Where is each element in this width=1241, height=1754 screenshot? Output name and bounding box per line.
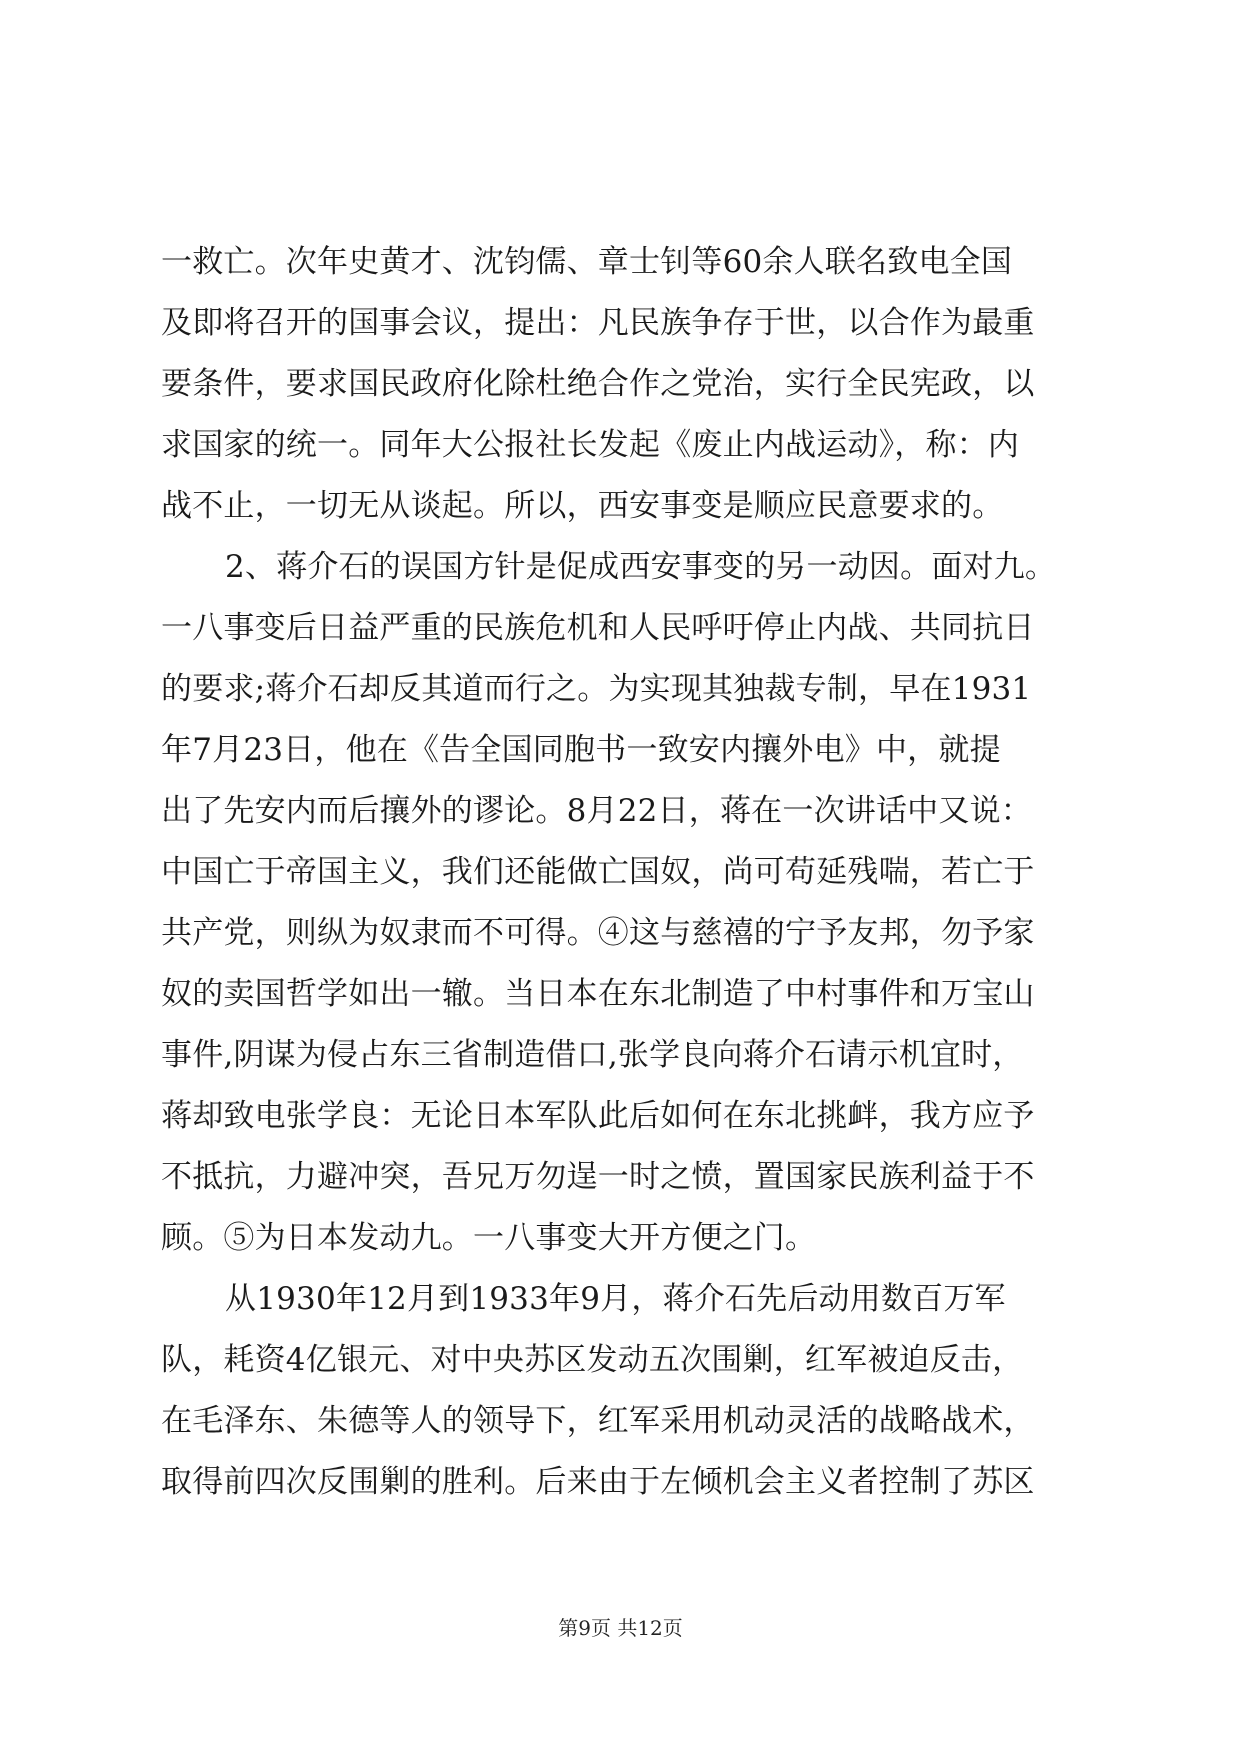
text-line: 奴的卖国哲学如出一辙。当日本在东北制造了中村事件和万宝山 <box>161 976 1035 1012</box>
text-line: 2、蒋介石的误国方针是促成西安事变的另一动因。面对九。 <box>225 549 1057 585</box>
page-number-footer: 第9页 共12页 <box>558 1616 683 1640</box>
text-line: 年7月23日，他在《告全国同胞书一致安内攘外电》中，就提 <box>161 732 1001 768</box>
text-line: 求国家的统一。同年大公报社长发起《废止内战运动》，称：内 <box>161 427 1020 463</box>
text-line: 从1930年12月到1933年9月，蒋介石先后动用数百万军 <box>225 1281 1006 1317</box>
text-line: 一救亡。次年史黄才、沈钧儒、章士钊等60余人联名致电全国 <box>161 244 1013 280</box>
text-line: 及即将召开的国事会议，提出：凡民族争存于世，以合作为最重 <box>161 305 1035 341</box>
text-line: 在毛泽东、朱德等人的领导下，红军采用机动灵活的战略战术， <box>161 1403 1035 1439</box>
body-text <box>161 232 1081 1513</box>
text-line: 不抵抗，力避冲突，吾兄万勿逞一时之愤，置国家民族利益于不 <box>161 1159 1035 1195</box>
text-line: 中国亡于帝国主义，我们还能做亡国奴，尚可苟延残喘，若亡于 <box>161 854 1035 890</box>
text-line: 要条件，要求国民政府化除杜绝合作之党治，实行全民宪政，以 <box>161 366 1035 402</box>
text-line: 顾。⑤为日本发动九。一八事变大开方便之门。 <box>161 1220 817 1256</box>
text-line: 蒋却致电张学良：无论日本军队此后如何在东北挑衅，我方应予 <box>161 1098 1035 1134</box>
text-line: 出了先安内而后攘外的谬论。8月22日，蒋在一次讲话中又说： <box>161 793 1032 829</box>
text-line: 队，耗资4亿银元、对中央苏区发动五次围剿，红军被迫反击， <box>161 1342 1024 1378</box>
text-line: 的要求;蒋介石却反其道而行之。为实现其独裁专制，早在1931 <box>161 671 1032 707</box>
text-line: 事件,阴谋为侵占东三省制造借口,张学良向蒋介石请示机宜时， <box>161 1037 1024 1073</box>
text-line: 战不止，一切无从谈起。所以，西安事变是顺应民意要求的。 <box>161 488 1004 524</box>
text-line: 一八事变后日益严重的民族危机和人民呼吁停止内战、共同抗日 <box>161 610 1035 646</box>
text-line: 共产党，则纵为奴隶而不可得。④这与慈禧的宁予友邦，勿予家 <box>161 915 1035 951</box>
text-line: 取得前四次反围剿的胜利。后来由于左倾机会主义者控制了苏区 <box>161 1464 1035 1500</box>
